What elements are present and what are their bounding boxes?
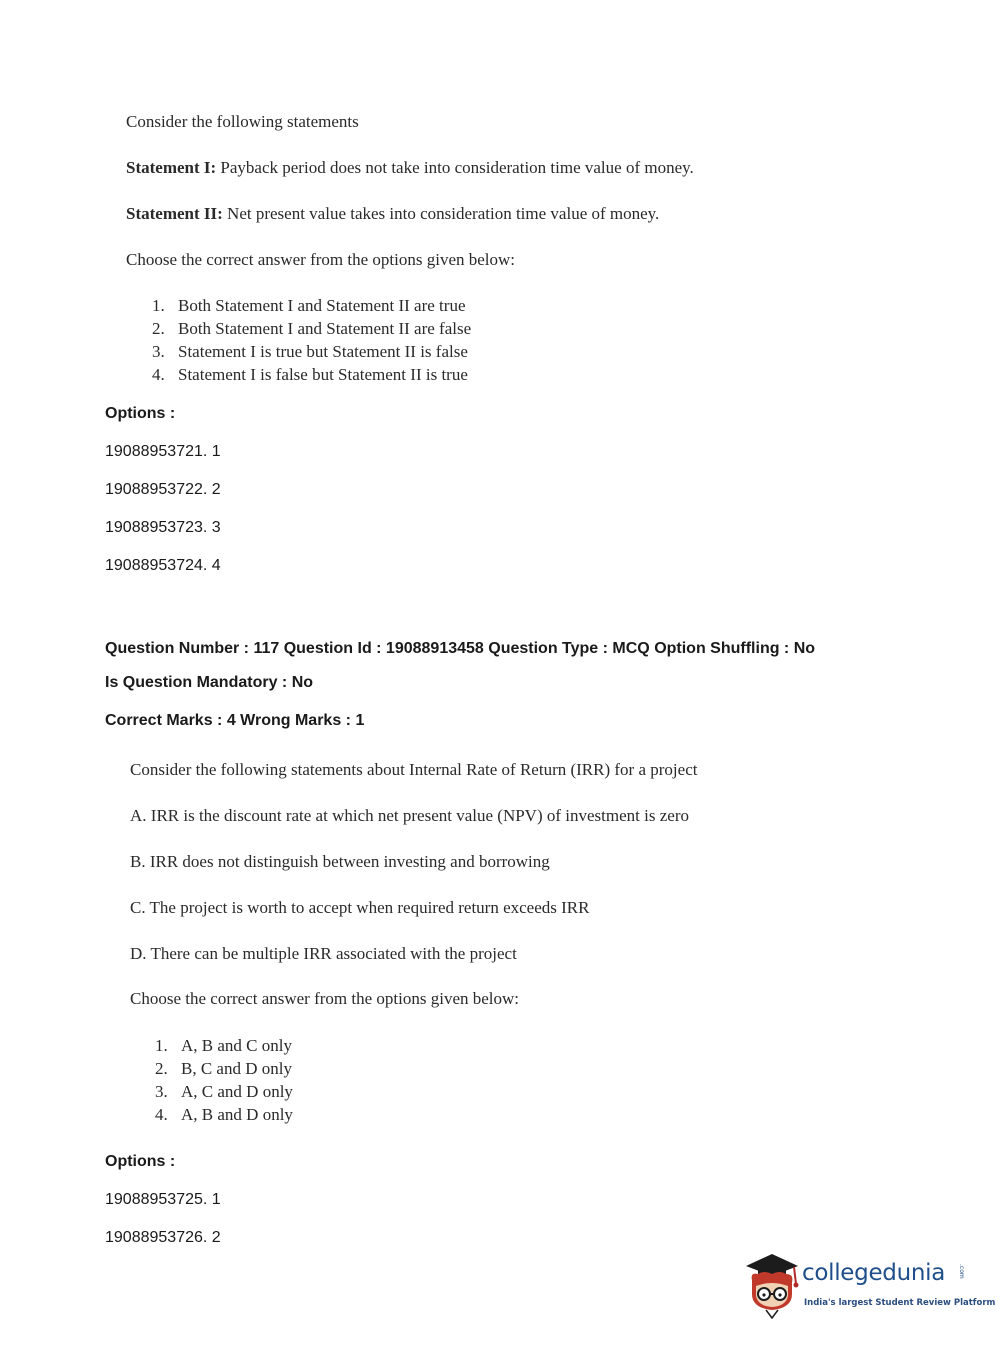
q1-option-3: 19088953723. 3 <box>105 519 221 536</box>
logo-tagline: India's largest Student Review Platform <box>804 1298 996 1308</box>
q2-meta-line-2: Is Question Mandatory : No <box>105 674 314 691</box>
q2-choose-instruction: Choose the correct answer from the options given below: <box>130 989 520 1008</box>
q1-statement-2-text: Net present value takes into consideration time value of money. <box>222 204 660 223</box>
q1-choice-item: 2. Both Statement I and Statement II are false <box>152 319 472 338</box>
q1-statement-1-label: Statement I: <box>126 158 217 177</box>
q1-choose-instruction: Choose the correct answer from the options given below: <box>126 250 516 269</box>
q2-options-heading: Options : <box>105 1153 176 1170</box>
q1-intro: Consider the following statements <box>126 112 359 131</box>
collegedunia-logo <box>742 1250 996 1320</box>
q1-choice-item: 1. Both Statement I and Statement II are true <box>152 296 466 315</box>
q1-option-4: 19088953724. 4 <box>105 557 221 574</box>
q2-statement-d: D. There can be multiple IRR associated with the project <box>130 944 517 963</box>
q2-choice-item: 3. A, C and D only <box>155 1082 293 1101</box>
q2-option-2: 19088953726. 2 <box>105 1229 221 1246</box>
q1-choice-item: 3. Statement I is true but Statement II is false <box>152 342 468 361</box>
q2-statement-a: A. IRR is the discount rate at which net present value (NPV) of investment is zero <box>130 806 689 825</box>
q2-choice-list <box>155 1034 293 1126</box>
q1-option-1: 19088953721. 1 <box>105 443 221 460</box>
q1-choice-item: 4. Statement I is false but Statement II is true <box>152 365 468 384</box>
q1-statement-2-label: Statement II: <box>126 204 223 223</box>
q2-meta-line-1: Question Number : 117 Question Id : 19088913458 Question Type : MCQ Option Shuffling : No <box>105 640 816 657</box>
q1-statement-1 <box>126 158 694 178</box>
q1-statement-1-text: Payback period does not take into consideration time value of money. <box>216 158 694 177</box>
logo-wordmark: collegedunia <box>802 1260 946 1286</box>
q2-intro: Consider the following statements about Internal Rate of Return (IRR) for a project <box>130 760 698 779</box>
q1-statement-2 <box>126 204 659 224</box>
q2-choice-item: 2. B, C and D only <box>155 1059 292 1078</box>
mascot-icon <box>742 1250 802 1320</box>
q2-choice-item: 1. A, B and C only <box>155 1036 292 1055</box>
q2-statement-c: C. The project is worth to accept when required return exceeds IRR <box>130 898 590 917</box>
q2-meta-line-3: Correct Marks : 4 Wrong Marks : 1 <box>105 712 365 729</box>
q1-choice-list <box>152 294 471 386</box>
q2-statement-b: B. IRR does not distinguish between investing and borrowing <box>130 852 550 871</box>
q1-option-2: 19088953722. 2 <box>105 481 221 498</box>
q2-option-1: 19088953725. 1 <box>105 1191 221 1208</box>
q2-choice-item: 4. A, B and D only <box>155 1105 293 1124</box>
logo-com: .com <box>958 1264 965 1279</box>
q1-options-heading: Options : <box>105 405 176 422</box>
